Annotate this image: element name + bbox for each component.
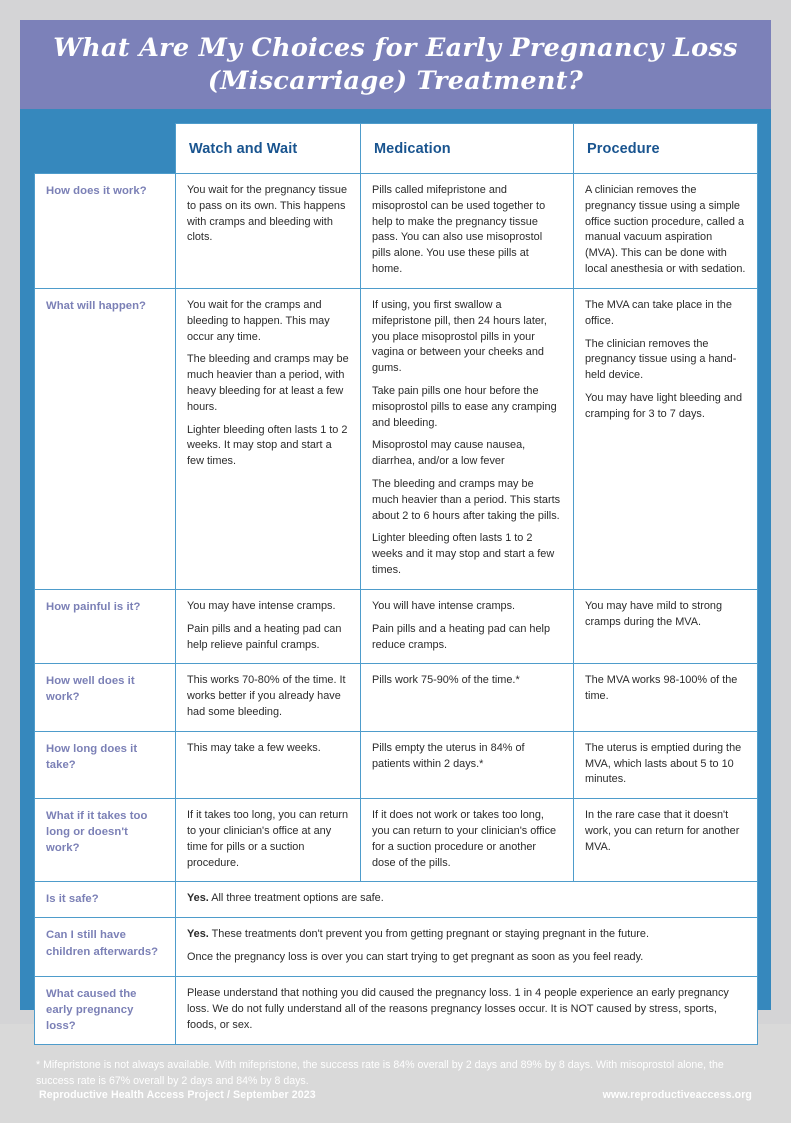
cell-paragraph: You will have intense cramps. [372,599,516,612]
cell-paragraph: If it takes too long, you can return to your clinician's office at any time for pills or a suction procedure. [187,809,349,869]
cell-paragraph: The uterus is emptied during the MVA, which lasts about 5 to 10 minutes. [585,741,742,786]
cell-watch-and-wait [176,799,361,882]
cell-paragraph: The MVA can take place in the office. [585,298,732,327]
row-label: Can I still have children afterwards? [35,918,176,977]
row-label: What if it takes too long or doesn't work? [35,799,176,882]
title-banner [20,20,771,109]
row-label: How long does it take? [35,731,176,798]
cell-paragraph-text: These treatments don't prevent you from getting pregnant or staying pregnant in the future. [208,928,650,941]
page-title-line-1: What Are My Choices for Early Pregnancy Loss [53,32,738,63]
cell-paragraph: Pain pills and a heating pad can help reduce cramps. [372,622,551,651]
cell-paragraph: Take pain pills one hour before the misoprostol pills to ease any cramping and bleeding. [372,384,557,429]
table-body [35,174,758,1045]
cell-medication [361,174,574,289]
cell-procedure [574,799,758,882]
cell-paragraph: You may have intense cramps. [187,599,336,612]
cell-paragraph: Pills called mifepristone and misoprostol can be used together to help to make the pregnancy tissue pass. You can also use misoprostol pills alone. You use these pills at home. [372,184,546,276]
cell-paragraph: Lighter bleeding often lasts 1 to 2 weeks and it may stop and start a few times. [372,532,555,577]
table-row [35,882,758,918]
cell-watch-and-wait [176,589,361,663]
footer-website[interactable]: www.reproductiveaccess.org [602,1089,752,1102]
cell-medication [361,589,574,663]
cell-paragraph: The clinician removes the pregnancy tissue using a hand-held device. [585,337,737,382]
row-label: How well does it work? [35,664,176,731]
treatment-comparison-table [34,123,758,1045]
cell-paragraph: You wait for the pregnancy tissue to pass on its own. This happens with cramps and bleeding with clots. [187,184,348,244]
cell-procedure [574,589,758,663]
page-title [53,32,738,97]
row-label: How painful is it? [35,589,176,663]
column-header-watch-and-wait: Watch and Wait [176,124,361,174]
cell-medication [361,799,574,882]
row-content-full-width [176,882,758,918]
cell-procedure [574,664,758,731]
cell-procedure [574,174,758,289]
footer [20,1089,771,1123]
cell-paragraph: Once the pregnancy loss is over you can start trying to get pregnant as soon as you feel ready. [187,951,644,964]
table-row [35,977,758,1045]
table-row [35,589,758,663]
cell-paragraph: A clinician removes the pregnancy tissue using a simple office suction procedure, called a manual vacuum aspiration (MVA). This can be done with local anesthesia or with sedation. [585,184,746,276]
cell-paragraph: Lighter bleeding often lasts 1 to 2 weeks. It may stop and start a few times. [187,423,348,468]
cell-paragraph: If it does not work or takes too long, you can return to your clinician's office for a suction procedure or another dose of the pills. [372,809,557,869]
cell-watch-and-wait [176,288,361,589]
comparison-table-wrapper [20,109,771,1045]
table-row [35,731,758,798]
cell-paragraph: Pain pills and a heating pad can help relieve painful cramps. [187,622,342,651]
row-content-full-width [176,977,758,1045]
cell-paragraph: This may take a few weeks. [187,741,321,754]
cell-procedure [574,288,758,589]
column-header-procedure: Procedure [574,124,758,174]
table-corner-cell [35,124,176,174]
cell-paragraph: You wait for the cramps and bleeding to happen. This may occur any time. [187,298,330,343]
cell-paragraph: The bleeding and cramps may be much heavier than a period, with heavy bleeding for at least a few hours. [187,353,349,413]
table-header-row [35,124,758,174]
cell-watch-and-wait [176,731,361,798]
row-label: What will happen? [35,288,176,589]
footer-organization: Reproductive Health Access Project / September 2023 [39,1089,316,1102]
column-header-medication: Medication [361,124,574,174]
cell-paragraph: The MVA works 98-100% of the time. [585,674,738,703]
cell-paragraph: Pills empty the uterus in 84% of patients within 2 days.* [372,741,525,770]
cell-paragraph: This works 70-80% of the time. It works better if you already have had some bleeding. [187,674,346,718]
table-row [35,918,758,977]
cell-paragraph: In the rare case that it doesn't work, you can return for another MVA. [585,809,740,853]
cell-medication [361,288,574,589]
row-label: What caused the early pregnancy loss? [35,977,176,1045]
row-content-full-width [176,918,758,977]
cell-paragraph: Misoprostol may cause nausea, diarrhea, and/or a low fever [372,439,526,468]
table-row [35,288,758,589]
row-label: How does it work? [35,174,176,289]
cell-paragraph [187,927,746,943]
cell-watch-and-wait [176,664,361,731]
cell-paragraph: You may have light bleeding and cramping for 3 to 7 days. [585,391,743,420]
cell-watch-and-wait [176,174,361,289]
cell-medication [361,731,574,798]
table-row [35,174,758,289]
cell-paragraph: Please understand that nothing you did caused the pregnancy loss. 1 in 4 people experience an early pregnancy loss. We do not fully understand all of the reasons pregnancy losses occur. It is NOT caused by stress, sports, foods, or sex. [187,987,729,1031]
cell-medication [361,664,574,731]
cell-paragraph [187,891,746,907]
content-panel [20,20,771,1102]
cell-paragraph: If using, you first swallow a mifepristone pill, then 24 hours later, you place misoprostol pills in your vagina or between your cheeks and gums. [372,298,547,375]
footnote: * Mifepristone is not always available. With mifepristone, the success rate is 84% overall by 2 days and 89% by 8 days. With misoprostol alone, the success rate is 67% overall by 2 days and 84% by 8 days. [36,1059,724,1088]
cell-procedure [574,731,758,798]
table-header [35,124,758,174]
page-title-line-2: (Miscarriage) Treatment? [207,65,584,96]
cell-paragraph-text: All three treatment options are safe. [208,892,384,905]
cell-lead-word: Yes. [187,928,209,941]
row-label: Is it safe? [35,882,176,918]
table-row [35,799,758,882]
cell-lead-word: Yes. [187,892,209,905]
cell-paragraph: The bleeding and cramps may be much heavier than a period. This starts about 2 to 6 hours after taking the pills. [372,478,561,522]
table-row [35,664,758,731]
cell-paragraph: Pills work 75-90% of the time.* [372,674,520,687]
cell-paragraph: You may have mild to strong cramps during the MVA. [585,599,723,628]
